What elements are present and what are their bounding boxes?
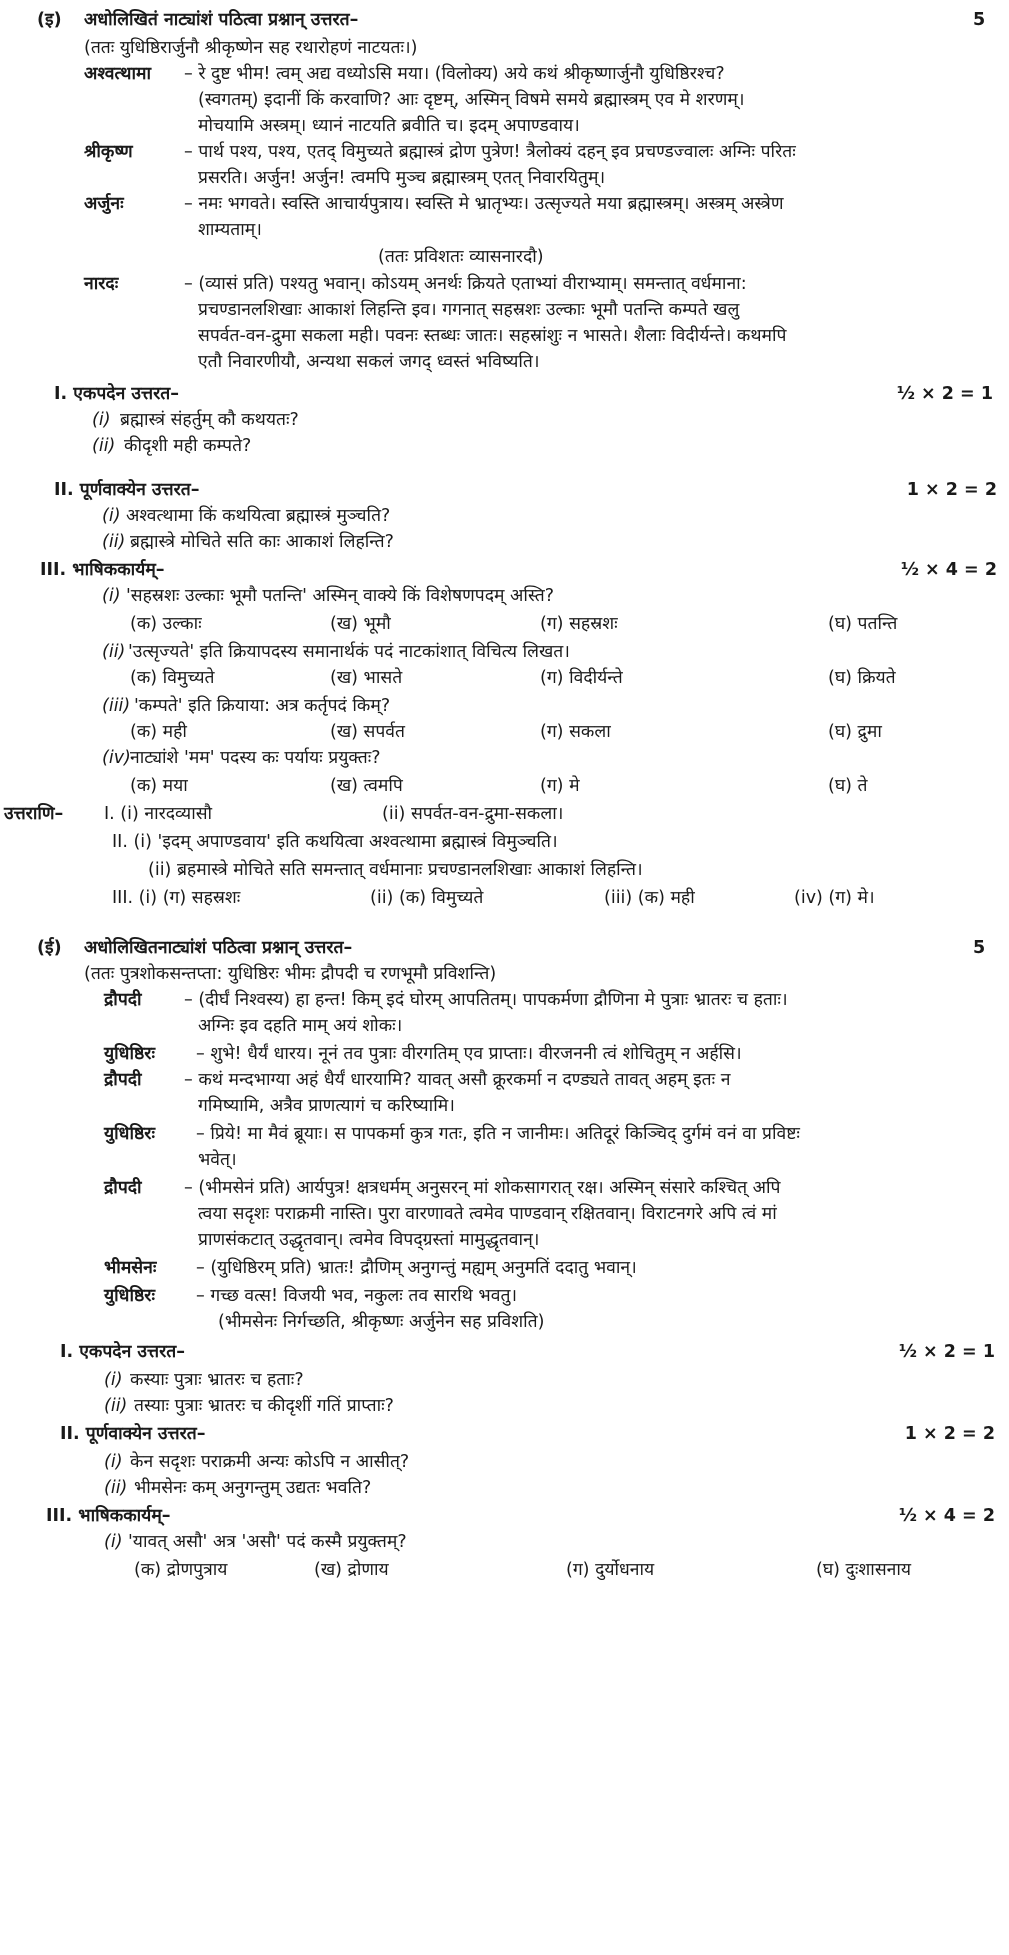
dialogue-line: भवेत्। [198,1150,237,1170]
dialogue-line: – (दीर्घं निश्वस्य) हा हन्त! किम् इदं घोरम् आपतितम्। पापकर्मणा द्रौणिना मे पुत्राः भ्रातरः च हताः। [184,990,788,1010]
question-marks: ½ × 2 = 1 [898,1342,995,1362]
question-num: (i) [102,586,121,606]
option: (ग) सकला [540,722,611,742]
option: (क) मही [130,722,187,742]
passage-e-heading: अधोलिखितं नाट्यांशं पठित्वा प्रश्नान् उत्तरत– [84,10,359,30]
stage-direction: (ततः युधिष्ठिरार्जुनौ श्रीकृष्णेन सह रथारोहणं नाटयतः।) [84,38,418,58]
option: (ग) सहस्रशः [540,614,618,634]
question-text: 'उत्सृज्यते' इति क्रियापदस्य समानार्थकं पदं नाटकांशात् विचित्य लिखत। [128,642,570,662]
dialogue-line: – पार्थ पश्य, पश्य, एतद् विमुच्यते ब्रह्मास्त्रं द्रोण पुत्रेण! त्रैलोक्यं दहन् इव प्रचण्डज्वालः अग्निः परितः [184,142,796,162]
speaker: युधिष्ठिरः [104,1286,155,1306]
question-text: तस्याः पुत्राः भ्रातरः च कीदृशीं गतिं प्राप्ताः? [134,1396,394,1416]
question-heading: I. एकपदेन उत्तरत– [54,384,179,404]
dialogue-line: – (भीमसेनं प्रति) आर्यपुत्र! क्षत्रधर्मम् अनुसरन् मां शोकसागरात् रक्ष। अस्मिन् संसारे कश्चित् अपि [184,1178,781,1198]
answer-line: (iv) (ग) मे। [794,888,875,908]
question-marks: ½ × 2 = 1 [896,384,993,404]
option: (घ) क्रियते [828,668,896,688]
dialogue-line: – कथं मन्दभाग्या अहं धैर्यं धारयामि? यावत् असौ क्रूरकर्मा न दण्ड्यते तावत् अहम् इतः न [184,1070,731,1090]
speaker: युधिष्ठिरः [104,1124,155,1144]
question-num: (i) [92,410,111,430]
question-text: ब्रह्मास्त्रं संहर्तुम् कौ कथयतः? [120,410,299,430]
speaker: भीमसेनः [104,1258,157,1278]
option: (ख) भूमौ [330,614,391,634]
stage-direction: (ततः प्रविशतः व्यासनारदौ) [378,247,544,267]
dialogue-line: सपर्वत-वन-द्रुमा सकला मही। पवनः स्तब्धः जातः। सहस्रांशुः न भासते। शैलाः विदीर्यन्ते। कथमपि [198,326,787,346]
option: (ग) विदीर्यन्ते [540,668,623,688]
question-num: (i) [104,1370,123,1390]
question-num: (i) [104,1532,123,1552]
passage-e-marks: 5 [973,10,986,30]
question-text: 'यावत् असौ' अत्र 'असौ' पदं कस्मै प्रयुक्तम्? [128,1532,407,1552]
answer-line: (ii) सपर्वत-वन-द्रुमा-सकला। [382,804,564,824]
answers-label: उत्तराणि– [4,804,64,824]
question-heading: II. पूर्णवाक्येन उत्तरत– [54,480,200,500]
option: (क) विमुच्यते [130,668,215,688]
question-text: 'कम्पते' इति क्रियाया: अत्र कर्तृपदं किम्? [134,696,391,716]
passage-ee-label: (ई) [37,938,62,958]
question-heading: III. भाषिककार्यम्– [46,1506,171,1526]
question-num: (ii) [104,1396,128,1416]
question-heading: I. एकपदेन उत्तरत– [60,1342,185,1362]
question-text: 'सहस्रशः उल्काः भूमौ पतन्ति' अस्मिन् वाक्ये किं विशेषणपदम् अस्ति? [126,586,555,606]
question-text: केन सदृशः पराक्रमी अन्यः कोऽपि न आसीत्? [130,1452,410,1472]
answer-line: I. (i) नारदव्यासौ [104,804,213,824]
dialogue-line: त्वया सदृशः पराक्रमी नास्ति। पुरा वारणावते त्वमेव पाण्डवान् रक्षितवान्। विराटनगरे अपि त्वं मां [198,1204,777,1224]
answer-line: (iii) (क) मही [604,888,695,908]
option: (ख) भासते [330,668,403,688]
passage-ee-marks: 5 [973,938,986,958]
question-marks: ½ × 4 = 2 [900,560,997,580]
stage-direction: (भीमसेनः निर्गच्छति, श्रीकृष्णः अर्जुनेन सह प्रविशति) [218,1312,545,1332]
question-text: कीदृशी मही कम्पते? [124,436,252,456]
question-text: ब्रह्मास्त्रे मोचिते सति काः आकाशं लिहन्ति? [130,532,394,552]
option: (ख) त्वमपि [330,776,403,796]
option: (घ) पतन्ति [828,614,898,634]
speaker: अर्जुनः [84,194,124,214]
question-text: अश्वत्थामा किं कथयित्वा ब्रह्मास्त्रं मुञ्चति? [126,506,391,526]
dialogue-line: – शुभे! धैर्यं धारय। नूनं तव पुत्राः वीरगतिम् एव प्राप्ताः। वीरजननी त्वं शोचितुम् न अर्हसि। [196,1044,742,1064]
question-num: (iii) [102,696,131,716]
answer-line: (ii) (क) विमुच्यते [370,888,484,908]
dialogue-line: (स्वगतम्) इदानीं किं करवाणि? आः दृष्टम्, अस्मिन् विषमे समये ब्रह्मास्त्रम् एव मे शरणम्। [198,90,745,110]
question-num: (iv) [102,748,131,768]
question-num: (ii) [104,1478,128,1498]
dialogue-line: गमिष्यामि, अत्रैव प्राणत्यागं च करिष्यामि। [198,1096,455,1116]
dialogue-line: – (युधिष्ठिरम् प्रति) भ्रातः! द्रौणिम् अनुगन्तुं मह्यम् अनुमतिं ददातु भवान्। [196,1258,637,1278]
speaker: युधिष्ठिरः [104,1044,155,1064]
dialogue-line: – नमः भगवते। स्वस्ति आचार्यपुत्राय। स्वस्ति मे भ्रातृभ्यः। उत्सृज्यते मया ब्रह्मास्त्रम्। अस्त्रम् अस्त्रेण [184,194,784,214]
option: (क) मया [130,776,188,796]
option: (क) उल्काः [130,614,202,634]
question-num: (ii) [102,642,126,662]
dialogue-line: – रे दुष्ट भीम! त्वम् अद्य वध्योऽसि मया। (विलोक्य) अये कथं श्रीकृष्णार्जुनौ युधिष्ठिरश्च? [184,64,725,84]
question-text: नाट्यांशे 'मम' पदस्य कः पर्यायः प्रयुक्तः? [130,748,381,768]
answer-line: (ii) ब्रहमास्त्रे मोचिते सति समन्तात् वर्धमानाः प्रचण्डानलशिखाः आकाशं लिहन्ति। [148,860,643,880]
dialogue-line: एतौ निवारणीयौ, अन्यथा सकलं जगद् ध्वस्तं भविष्यति। [198,352,540,372]
question-heading: III. भाषिककार्यम्– [40,560,165,580]
option: (ख) सपर्वत [330,722,406,742]
question-marks: 1 × 2 = 2 [906,480,997,500]
dialogue-line: मोचयामि अस्त्रम्। ध्यानं नाटयति ब्रवीति च। इदम् अपाण्डवाय। [198,116,580,136]
option: (क) द्रोणपुत्राय [134,1560,228,1580]
dialogue-line: शाम्यताम्। [198,220,262,240]
question-heading: II. पूर्णवाक्येन उत्तरत– [60,1424,206,1444]
question-num: (i) [104,1452,123,1472]
speaker: अश्वत्थामा [84,64,152,84]
speaker: द्रौपदी [104,1178,142,1198]
option: (ख) द्रोणाय [314,1560,389,1580]
question-num: (ii) [102,532,126,552]
dialogue-line: अग्निः इव दहति माम् अयं शोकः। [198,1016,403,1036]
speaker: द्रौपदी [104,990,142,1010]
speaker: द्रौपदी [104,1070,142,1090]
question-marks: ½ × 4 = 2 [898,1506,995,1526]
option: (घ) ते [828,776,868,796]
dialogue-line: – गच्छ वत्स! विजयी भव, नकुलः तव सारथि भवतु। [196,1286,518,1306]
question-num: (ii) [92,436,116,456]
option: (घ) द्रुमा [828,722,882,742]
option: (ग) मे [540,776,580,796]
question-marks: 1 × 2 = 2 [904,1424,995,1444]
question-num: (i) [102,506,121,526]
dialogue-line: – प्रिये! मा मैवं ब्रूयाः। स पापकर्मा कुत्र गतः, इति न जानीमः। अतिदूरं किञ्चिद् दुर्गमं वनं वा प्रविष्टः [196,1124,800,1144]
answer-line: III. (i) (ग) सहस्रशः [112,888,241,908]
passage-e-label: (इ) [37,10,62,30]
stage-direction: (ततः पुत्रशोकसन्तप्ता: युधिष्ठिरः भीमः द्रौपदी च रणभूमौ प्रविशन्ति) [84,964,497,984]
option: (घ) दुःशासनाय [816,1560,912,1580]
answer-line: II. (i) 'इदम् अपाण्डवाय' इति कथयित्वा अश्वत्थामा ब्रह्मास्त्रं विमुञ्चति। [112,832,558,852]
dialogue-line: प्राणसंकटात् उद्धृतवान्। त्वमेव विपद्ग्रस्तां मामुद्धृतवान्। [198,1230,540,1250]
dialogue-line: प्रचण्डानलशिखाः आकाशं लिहन्ति इव। गगनात् सहस्रशः उल्काः भूमौ पतन्ति कम्पते खलु [198,300,740,320]
option: (ग) दुर्योधनाय [566,1560,655,1580]
question-text: भीमसेनः कम् अनुगन्तुम् उद्यतः भवति? [134,1478,372,1498]
question-text: कस्याः पुत्राः भ्रातरः च हताः? [130,1370,304,1390]
dialogue-line: प्रसरति। अर्जुन! अर्जुन! त्वमपि मुञ्च ब्रह्मास्त्रम् एतत् निवारयितुम्। [198,168,606,188]
speaker: श्रीकृष्ण [84,142,133,162]
speaker: नारदः [84,274,119,294]
passage-ee-heading: अधोलिखितनाट्यांशं पठित्वा प्रश्नान् उत्तरत– [84,938,353,958]
dialogue-line: – (व्यासं प्रति) पश्यतु भवान्। कोऽयम् अनर्थः क्रियते एताभ्यां वीराभ्याम्। समन्तात् वर्धमाना: [184,274,747,294]
